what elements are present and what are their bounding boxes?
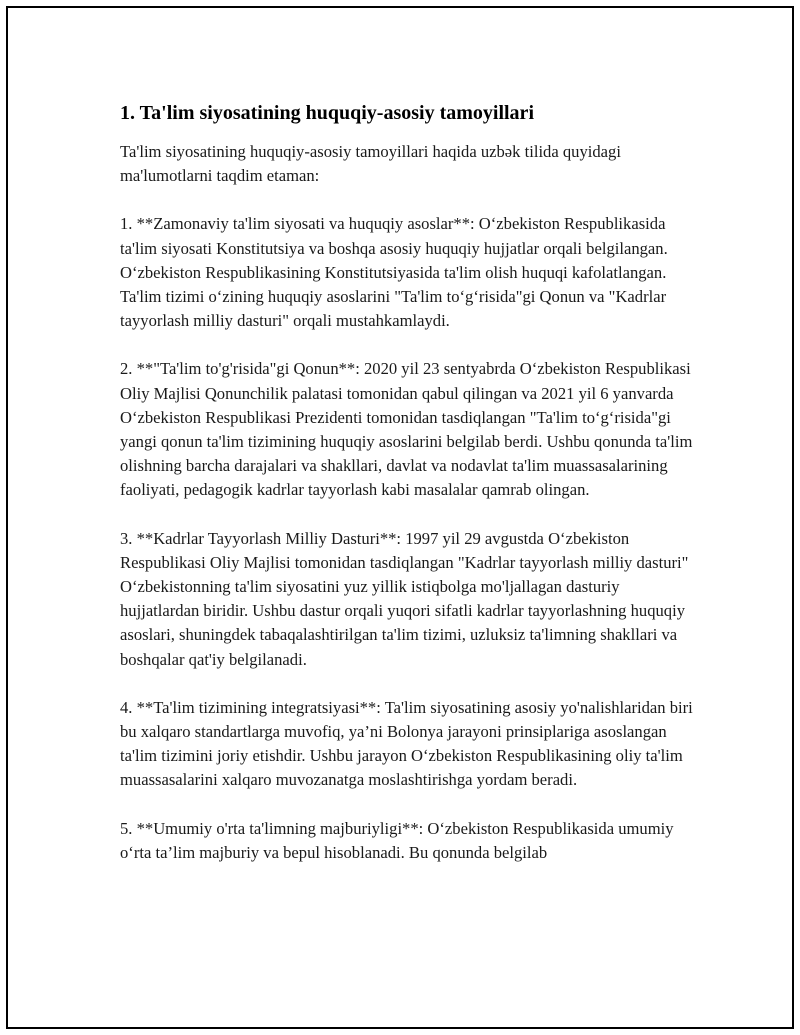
paragraph-4: 4. **Ta'lim tizimining integratsiyasi**: Ta'lim siyosatining asosiy yo'nalishlaridan biri bu xalqaro standartlarga muvofiq, ya’ni Bolonya jarayoni prinsiplariga asoslangan ta'lim tizimini joriy etishdir. Ushbu jarayon O‘zbekiston Respublikasining oliy ta'lim muassasalarini xalqaro muvozanatga moslashtirishga yordam beradi. [120, 697, 693, 790]
document-title: 1. Ta'lim siyosatining huquqiy-asosiy tamoyillari [120, 102, 534, 124]
page-frame [6, 6, 794, 1029]
document-body [120, 100, 700, 865]
paragraph-3: 3. **Kadrlar Tayyorlash Milliy Dasturi**: 1997 yil 29 avgustda O‘zbekiston Respublikasi Oliy Majlisi tomonidan tasdiqlangan "Kadrlar tayyorlash milliy dasturi" O‘zbekistonning ta'lim siyosatini yuz yillik istiqbolga mo'ljallagan dasturiy hujjatlardan biridir. Ushbu dastur orqali yuqori sifatli kadrlar tayyorlashning huquqiy asoslari, shuningdek tabaqalashtirilgan ta'lim tizimi, uzluksiz ta'limning shakllari va boshqalar qat'iy belgilanadi. [120, 528, 689, 669]
paragraph-5: 5. **Umumiy o'rta ta'limning majburiyligi**: O‘zbekiston Respublikasida umumiy o‘rta ta’lim majburiy va bepul hisoblanadi. Bu qonunda belgilab [120, 818, 674, 862]
paragraph-2: 2. **"Ta'lim to'g'risida"gi Qonun**: 2020 yil 23 sentyabrda O‘zbekiston Respublikasi Oliy Majlisi Qonunchilik palatasi tomonidan qabul qilingan va 2021 yil 6 yanvarda O‘zbekiston Respublikasi Prezidenti tomonidan tasdiqlangan "Ta'lim to‘g‘risida"gi yangi qonun ta'lim tizimining huquqiy asoslarini belgilab berdi. Ushbu qonunda ta'lim olishning barcha darajalari va shakllari, davlat va nodavlat ta'lim muassasalarining faoliyati, pedagogik kadrlar tayyorlash kabi masalalar qamrab olingan. [120, 359, 693, 500]
paragraph-1: 1. **Zamonaviy ta'lim siyosati va huquqiy asoslar**: O‘zbekiston Respublikasida ta'lim siyosati Konstitutsiya va boshqa asosiy huquqiy hujjatlar orqali belgilangan. O‘zbekiston Respublikasining Konstitutsiyasida ta'lim olish huquqi kafolatlangan. Ta'lim tizimi o‘zining huquqiy asoslarini "Ta'lim to‘g‘risida"gi Qonun va "Kadrlar tayyorlash milliy dasturi" orqali mustahkamlaydi. [120, 214, 668, 331]
intro-paragraph: Ta'lim siyosatining huquqiy-asosiy tamoyillari haqida uzbək tilida quyidagi ma'lumotlarni taqdim etaman: [120, 142, 621, 186]
